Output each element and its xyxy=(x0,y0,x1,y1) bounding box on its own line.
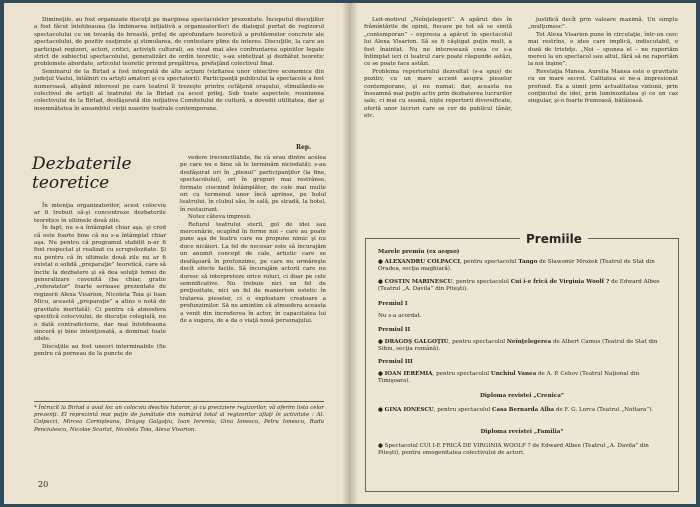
signature: Rep. xyxy=(296,144,312,151)
right-column-1 xyxy=(364,17,512,121)
diploma-familia-label: Diploma revistei „Familia” xyxy=(480,429,564,435)
paragraph: Discuţiile au fost uneori interminabile (fie pentru că porneau de la puncte de xyxy=(34,343,166,358)
diploma-crenica-label: Diploma revistei „Crenica” xyxy=(479,393,565,399)
award-entry: ● ALEXANDRU COLPACCI, pentru spectacolul Tango de Slawomir Mrożek (Teatrul de Stat din Oradea, secţia maghiară). xyxy=(378,259,655,273)
award-entry: ● COSTIN MARINESCU, pentru spectacolul Cui i-e frică de Virginia Woolf ? de Edward Albee (Teatrul „A. Davila” din Piteşti). xyxy=(378,279,660,293)
paragraph: Leit-motivul „Neînţelegerii”. A apărut des în frămîntările de opinii, fiecare pe tot să se simtă „contemporan” – expresia a apărut în spectacolul lui Alexa Visarion. Să se fi câştigat puţin mult, a fost înaintat. Nu ne interesează ceea ce s-a întîmplat ieri ci teatrul care poate răspunde astăzi, ce se poate face astăzi. xyxy=(364,17,512,68)
paragraph: În fapt, nu s-a întâmplat chiar aşa, şi cred că este foarte bine că nu s-a întâmplat chiar aşa. Nu pentru că programul stabilit n-ar fi fost respectat şi realizat cu scrupulozitate. Şi nu pentru că în ultimele două zile nu ar fi existat o solidă „preparaţie” teoretică, care să încite la dezbatere şi să dea soluţii temei de generalizare cuvenită (ba chiar, gratie „referatelor” foarte serioase prezentate de regizorii Alexa Visarion, Nicoleta Toia şi Ioan Micu, această „preparaţie” a atins o notă de gravitate meritată). Ci pentru că atmosfera specifică colocviului, de discuţie colegială, nu o dată contradictorie, dar mai întotdeauna sinceră şi bine intenţionată, a dominat toate zilele. xyxy=(34,225,166,343)
awards-heading: Premiile xyxy=(520,233,588,245)
intro-text xyxy=(34,17,324,113)
page-number-left: 20 xyxy=(38,480,49,489)
footnote: * Întrucît la Birlad a avut loc un colocviu deschis tuturor, şi cu preciziere regizorilor, vă oferim lista celor prezenţi. El reprezintă mai puţin de jumătate din numărul total al regizorilor aflaţi în activitate : Al. Colpacci, Mircea Cornişteanu, Dragoş Galgoţiu, Ioan Ieremia, Gina Ionescu, Petru Ionescu, Radu Penciulescu, Nicolae Scarlat, Nicoleta Toia, Alexa Visarion. xyxy=(34,405,324,433)
paragraph: Tot Alexa Visarion pune în circulaţie, într-un cerc mai restrîns, o idee care implică, indiscutabil, o doză de tristeţe. „Noi – spunea el – ne raportăm mereu la un spectacol sau altul, fără să ne raportăm la noi înşine”. xyxy=(528,31,678,68)
third-prize-label: Premiul III xyxy=(378,359,413,365)
paragraph: Refuzul teatrului steril, gol de idei sau mercenărie, ocupînd în forme noi – care au poate pune aşa de teatru care nu propune nimic şi nu duce nicăieri. La fel de necesar este să încurajăm un anumit concept de cale, artistic care se desfăşoară în profunzime, pe care nu urmăreşte decît efecte facile. Să încurajăm actorii care nu doresc să interpreteze orice roluri, ci doar pe cele semnificative. Nu trebuie nici un fel de preţiozitate, nici un fel de manierism estetic în tratarea pieselor, ci o exploatare creatoare a profunzimilor. Să ne amintim că atmosfera aceasta a venit din încrederea în actor, în capacitatea lui de a sugera, de a da o viaţă nouă personajului. xyxy=(180,221,326,324)
left-page xyxy=(4,3,350,504)
paragraph: Revelaţia Manea. Aurelia Manea este o gravitate cu un mare secret. Calitatea ei ne-a impresionat profund. Ea a uimit prin actualitatea viziunii, prin conţinutul de idei, prin luminozitatea şi ce un caz singular, şi-o foarte frumoasă, bătăioasă. xyxy=(528,68,678,105)
book-gutter xyxy=(342,3,358,504)
left-column-1 xyxy=(34,203,166,359)
section-title: Dezbaterile teoretice xyxy=(32,154,132,193)
intro-paragraph: Seminarul de la Birlad a fost integrată de alte acţiuni (vizitarea unor obiective economice din judeţul Vaslui, întâlniri cu artişti amatori şi cu spectatorii). Participanţii publicului la spectacole a fost numeroasă, afişând interesul pe care teatrul îl trezeşte printre cetăţenii oraşului, stimulându-se colectivul de artişti al teatrului de la Birlad ca acest prilej. Sub toate aspectele, reuniunea colectivului de la Birlad, desfăşurată din iniţiativa Comitetului de cultură, a dovedit utilitatea, dar şi insemnătatea în ansamblul vieţii noastre teatrale contemporane. xyxy=(34,68,324,112)
left-column-2 xyxy=(180,155,326,325)
award-entry: ● GINA IONESCU, pentru spectacolul Casa Bernarda Alba de F. G. Lorca (Teatrul „Nottara”). xyxy=(378,407,654,413)
awards-box xyxy=(365,232,679,492)
footnote-divider xyxy=(34,401,324,402)
right-column-2 xyxy=(528,17,678,106)
first-prize-text: Nu s-a acordat. xyxy=(378,313,422,319)
award-entry: ● IOAN IEREMIA, pentru spectacolul Unchiul Vanea de A. P. Cehov (Teatrul Naţional din Timişoara). xyxy=(378,371,640,385)
award-entry: ● Spectacolul CUI I-E FRICĂ DE VIRGINIA WOOLF ? de Edward Albee (Teatrul „A. Davila” din Piteşti), pentru omogenitatea colectivului de actori. xyxy=(378,443,649,457)
second-prize-label: Premiul II xyxy=(378,327,411,333)
paragraph: În intenţia organizatorilor, acest colocviu ar fi trebuit să-şi concentreze dezbaterile teoretice în ultimele două zile. xyxy=(34,203,166,224)
intro-paragraph: Dimineţile, au fost organizate discuţii pe marginea spectacolelor prezentate. Începutul discuţiilor a fost făcut întotdeauna (la îmbinarea inițiativă a organizatorilor) de dialogul purtat de regizorul spectacolului cu un tovarăş de breaslă, prilej de aprofundare teoretică a problemelor concrete ale spectacolului, de pozitiv susţinute şi stimularea, de contestare pline de interes. Discuţiile, la care au participat regizori, actori, critici, activişti culturali, au vizat mai ales confruntarea opiniilor legate strict de subiectul spectacolului, generalizări de ordin teoretic, s-au sintetizat şi dezbătut teoretic problemele abordate, articolul teoretic privind pregătirea, prefaţând colectivul final. xyxy=(34,17,324,68)
paragraph: Problema repertoriului dezvoltat (s-a spus) de pozitiv, cu un mare accent asupra pieselor contemporane, şi nu numai; dar, aceasta nu înseamnă mai puţin activ prin dezbaterea lucrurilor sale, ci mai cu seamă, nişte repertorii diversificate, ofertă unor lucruri care se cer de publicul tânăr, etc. xyxy=(364,68,512,120)
paragraph: justifică decît prin valoare maximă. Un simplu „mulţumesc”. xyxy=(528,17,678,31)
first-prize-label: Premiul I xyxy=(378,301,408,307)
grand-prize-label: Marele premiu (ex aequo) xyxy=(378,249,460,255)
award-entry: ● DRAGOŞ GALGOŢIU, pentru spectacolul Neînţelegerea de Albert Camus (Teatrul de Stat din Sibiu, secţia română). xyxy=(378,339,658,353)
paragraph: vedere ireconciliabile, fie că erau dintre acelea pe care nu e bine să le terminăm niciodată); s-au desfăşurat ori în „plenul” participanţilor (la fine, spectacolului), ori în grupuri mai restrânse, formate ciocnind întâmplător, de cele mai multe ori cu termenul unor încă aprinse, pe holul teatrului, în clubul său, în sală, pe stradă, la hotel, în restaurant. xyxy=(180,155,326,213)
paragraph: Notez câteva impresii. xyxy=(188,214,252,221)
